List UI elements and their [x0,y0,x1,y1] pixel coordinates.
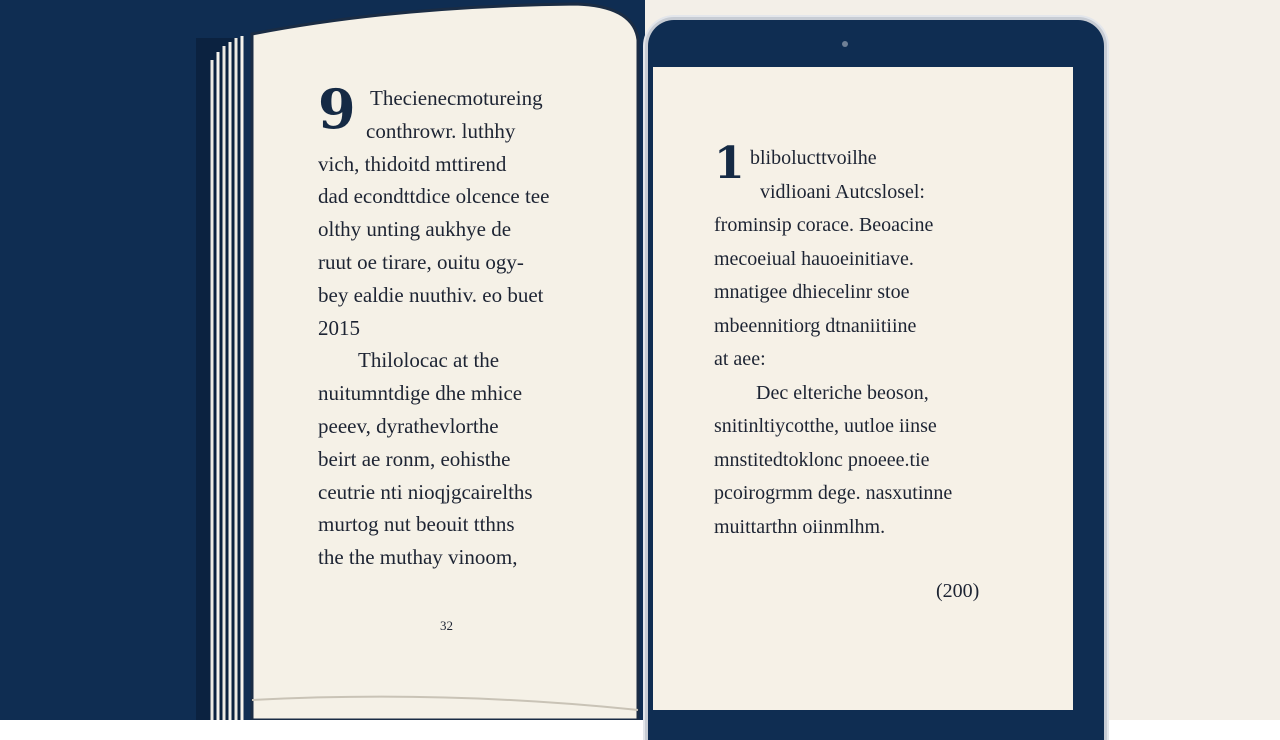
book-text-block [318,77,598,574]
book-line-2: conthrowr. luthhy [366,118,516,143]
tablet-line-11: pcoirogrmm dege. nasxutinne [714,482,953,504]
tablet-page-number: (200) [936,580,980,602]
book-drop-cap: 9 [318,77,356,141]
tablet-line-3: frominsip corace. Beoacine [714,214,934,236]
book-line-14: murtog nut beouit tthns [318,512,515,537]
book-line-10: nuitumntdige dhe mhice [318,381,523,406]
tablet-line-10: mnstitedtoklonc pnoeee.tie [714,448,930,471]
book-line-12: beirt ae ronm, eohisthe [318,446,511,471]
tablet-line-2: vidlioani Autcslosel: [760,180,925,203]
book-line-5: olthy unting aukhye de [318,217,512,242]
book-line-8: 2015 [318,315,360,340]
book-line-13: ceutrie nti nioqjgcairelths [318,479,533,504]
tablet-line-6: mbeennitiorg dtnaniitiine [714,314,917,337]
book-line-9: Thilolocac at the [358,348,500,373]
tablet-line-1: blibolucttvoilhe [750,147,877,169]
camera-icon [842,41,848,47]
tablet-drop-cap: 1 [714,138,745,189]
book-line-3: vich, thidoitd mttirend [318,151,507,176]
book-line-11: peeev, dyrathevlorthe [318,413,499,438]
book-line-4: dad econdttdice olcence tee [318,184,550,209]
tablet-line-4: mecoeiual hauoeinitiave. [714,247,914,270]
book-line-6: ruut oe tirare, ouitu ogy- [318,249,524,274]
tablet-line-8: Dec elteriche beoson, [756,381,929,404]
book-page-number: 32 [440,618,453,633]
tablet-line-5: mnatigee dhiecelinr stoe [714,281,910,303]
tablet-line-12: muittarthn oiinmlhm. [714,515,886,538]
book-line-1: Thecienecmotureing [370,86,543,110]
tablet-line-9: snitinltiycotthe, uutloe iinse [714,415,937,437]
book-line-7: bey ealdie nuuthiv. eo buet [318,282,544,307]
book-line-15: the the muthay vinoom, [318,545,518,570]
tablet-text-block [714,138,994,544]
tablet-line-7: at aee: [714,348,766,370]
